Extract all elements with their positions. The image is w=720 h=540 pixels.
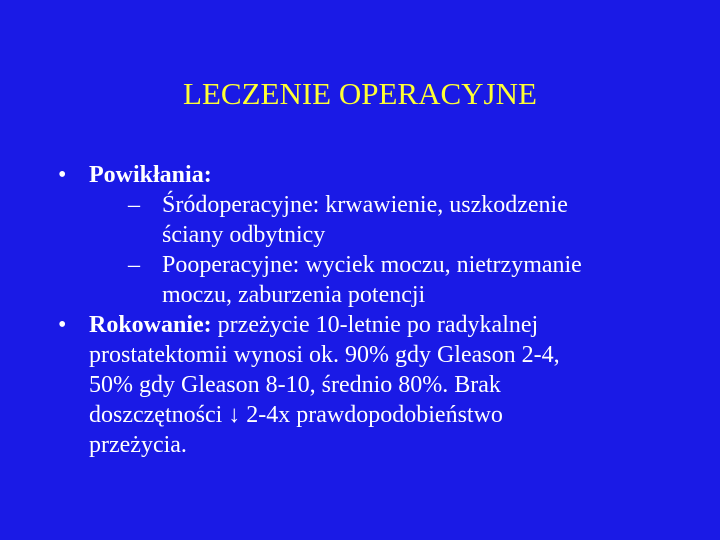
prognosis-line: prostatektomii wynosi ok. 90% gdy Gleason 2-4, bbox=[89, 342, 560, 368]
subitem-line: ściany odbytnicy bbox=[162, 222, 326, 248]
bullet-icon: • bbox=[58, 162, 67, 188]
dash-icon: – bbox=[128, 252, 140, 278]
subitem-line: Pooperacyjne: wyciek moczu, nietrzymanie bbox=[162, 252, 582, 278]
subitem-postoperative bbox=[103, 250, 698, 310]
dash-icon: – bbox=[128, 192, 140, 218]
prognosis-line: przeżycie 10-letnie po radykalnej bbox=[211, 312, 539, 338]
prognosis-line: 50% gdy Gleason 8-10, średnio 80%. Brak bbox=[89, 372, 501, 398]
prognosis-line: przeżycia. bbox=[89, 432, 187, 458]
bullet-icon: • bbox=[58, 312, 67, 338]
bullet-item-complications bbox=[58, 160, 698, 310]
bullet-item-prognosis bbox=[58, 310, 698, 460]
bullet-label-complications: Powikłania: bbox=[89, 162, 212, 188]
subitem-line: Śródoperacyjne: krwawienie, uszkodzenie bbox=[162, 192, 568, 218]
prognosis-line: doszczętności ↓ 2-4x prawdopodobieństwo bbox=[89, 402, 503, 428]
bullet-label-prognosis: Rokowanie: bbox=[89, 312, 212, 338]
slide-body bbox=[58, 160, 698, 460]
subitem-intraoperative bbox=[103, 190, 698, 250]
subitem-line: moczu, zaburzenia potencji bbox=[162, 282, 426, 308]
slide-title: LECZENIE OPERACYJNE bbox=[183, 76, 537, 111]
